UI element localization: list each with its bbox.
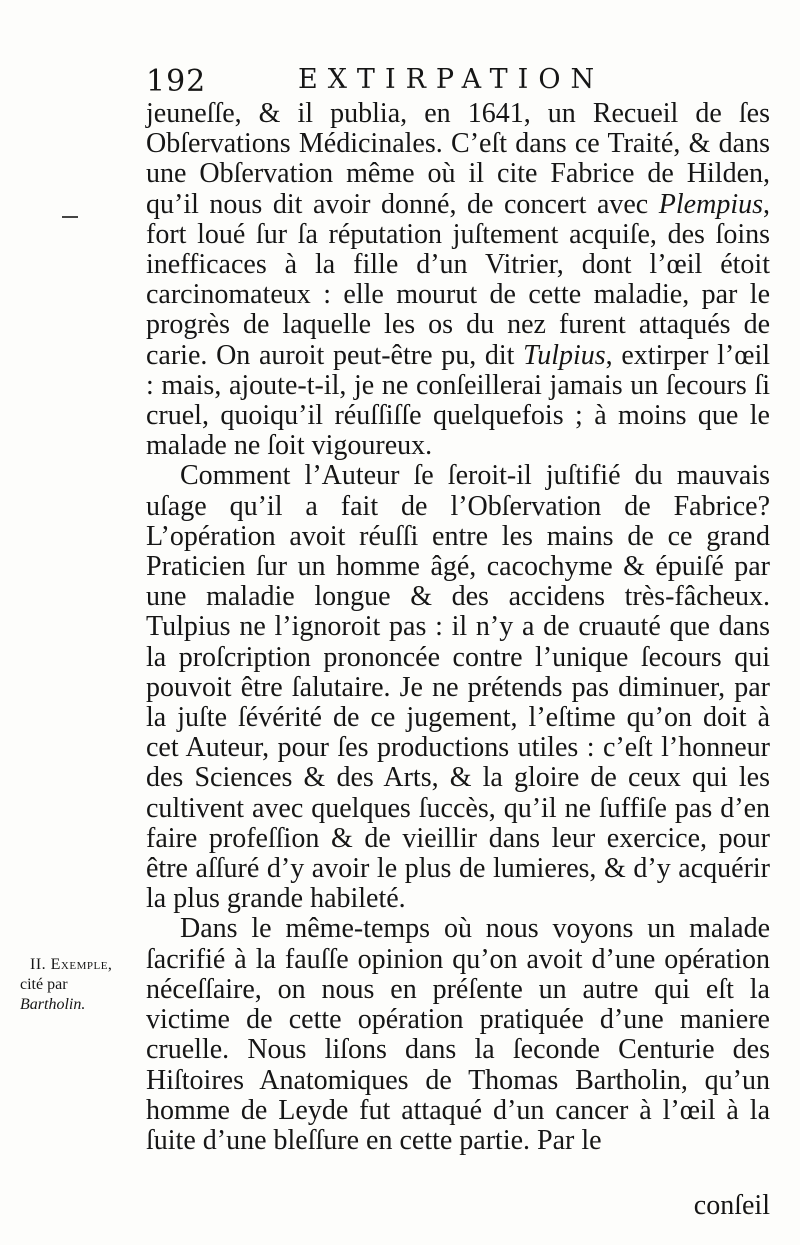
author-name-plempius: Plempius [658,188,763,220]
page-number: 192 [146,64,207,99]
margin-mark [62,216,78,218]
catchword: conſeil [693,1190,770,1221]
margin-note-prefix: cité par [20,976,68,993]
text-segment: , fort loué ſur ſa réputation juſtement acquiſe, des ſoins inefficaces à la fille d’un Vitrier, dont l’œil étoit carcinomateux : elle mourut de cette maladie, par le progrès de laquelle les os du nez furent attaqués de carie. On auroit peut-être pu, dit [146,188,770,371]
text-segment: , extirper l’œil : mais, ajoute-t-il, je ne conſeillerai jamais un ſecours ſi cruel, quoiqu’il réuſſiſſe quelquefois ; à moins que le malade ne ſoit vigoureux. [146,339,770,462]
text-segment: Comment l’Auteur ſe ſeroit-il juſtifié du mauvais uſage qu’il a fait de l’Obſervation de Fabrice? L’opération avoit réuſſi entre les mains de ce grand Praticien ſur un homme âgé, cacochyme & épuiſé par une maladie longue & des accidens très-fâcheux. Tulpius ne l’ignoroit pas : il n’y a de cruauté que dans la proſcription prononcée contre l’unique ſecours qui pouvoit être ſalutaire. Je ne prétends pas diminuer, par la juſte ſévérité de ce jugement, l’eſtime qu’on doit à cet Auteur, pour ſes productions utiles : c’eſt l’honneur des Sciences & des Arts, & la gloire de ceux qui les cultivent avec quelques ſuccès, qu’il ne ſuffiſe pas d’en faire profeſſion & de vieillir dans leur exercice, pour être aſſuré d’y avoir le plus de lumieres, & d’y acquérir la plus grande habileté. [146,460,770,915]
margin-note [4,955,136,1015]
paragraph-1 [146,99,770,461]
text-segment: jeuneſſe, & il publia, en 1641, un Recueil de ſes Obſervations Médicinales. C’eſt dans ce Traité, & dans une Obſervation même où il cite Fabrice de Hilden, qu’il nous dit avoir donné, de concert avec [146,98,770,220]
margin-note-author: Bartholin. [20,996,86,1013]
text-segment: Dans le même-temps où nous voyons un malade ſacrifié à la fauſſe opinion qu’on avoit d’une opération néceſſaire, on nous en préſente un autre qui eſt la victime de cette opération pratiquée d’une maniere cruelle. Nous liſons dans la ſeconde Centurie des Hiſtoires Anatomiques de Thomas Bartholin, qu’un homme de Leyde fut attaqué d’un cancer à l’œil à la ſuite d’une bleſſure en cette partie. Par le [146,913,770,1156]
body-text [146,99,770,1156]
paragraph-3 [146,914,770,1156]
author-name-tulpius: Tulpius [523,339,606,371]
paragraph-2 [146,461,770,914]
running-head: EXTIRPATION [298,64,605,95]
margin-note-subtitle [4,975,136,1015]
margin-note-title: II. Exemple, [30,956,113,973]
